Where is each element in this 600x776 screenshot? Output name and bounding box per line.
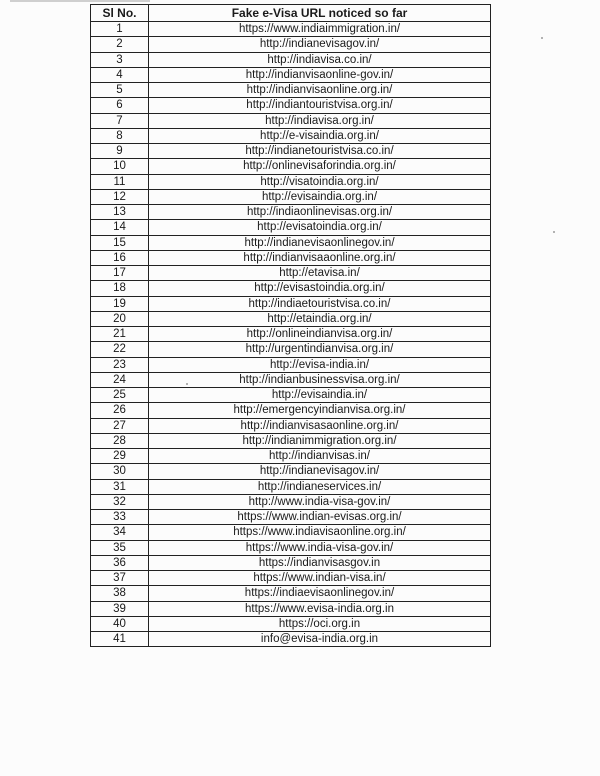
serial-number-cell: 18 bbox=[91, 281, 149, 296]
table-row bbox=[91, 540, 491, 555]
fake-url-cell: http://visatoindia.org.in/ bbox=[149, 174, 491, 189]
table-row bbox=[91, 250, 491, 265]
table-row bbox=[91, 586, 491, 601]
table-row bbox=[91, 189, 491, 204]
table-row bbox=[91, 266, 491, 281]
fake-url-cell: http://onlineindianvisa.org.in/ bbox=[149, 327, 491, 342]
fake-url-cell: http://evisaindia.org.in/ bbox=[149, 189, 491, 204]
serial-number-cell: 27 bbox=[91, 418, 149, 433]
scan-speck bbox=[553, 231, 555, 233]
serial-number-cell: 30 bbox=[91, 464, 149, 479]
fake-url-cell: http://emergencyindianvisa.org.in/ bbox=[149, 403, 491, 418]
table-row bbox=[91, 616, 491, 631]
serial-number-cell: 19 bbox=[91, 296, 149, 311]
serial-number-cell: 21 bbox=[91, 327, 149, 342]
serial-number-cell: 38 bbox=[91, 586, 149, 601]
serial-number-cell: 39 bbox=[91, 601, 149, 616]
fake-url-cell: https://www.indiaimmigration.in/ bbox=[149, 22, 491, 37]
serial-number-cell: 6 bbox=[91, 98, 149, 113]
fake-url-cell: http://indianetouristvisa.co.in/ bbox=[149, 144, 491, 159]
serial-number-cell: 16 bbox=[91, 250, 149, 265]
table-row bbox=[91, 479, 491, 494]
table-row bbox=[91, 281, 491, 296]
table-row bbox=[91, 311, 491, 326]
serial-number-cell: 20 bbox=[91, 311, 149, 326]
fake-url-cell: https://www.indian-visa.in/ bbox=[149, 571, 491, 586]
serial-number-cell: 37 bbox=[91, 571, 149, 586]
scan-speck bbox=[186, 383, 188, 385]
fake-url-cell: http://indianimmigration.org.in/ bbox=[149, 433, 491, 448]
fake-url-cell: http://indianvisaaonline.org.in/ bbox=[149, 250, 491, 265]
table-row bbox=[91, 632, 491, 647]
table-row bbox=[91, 433, 491, 448]
table-row bbox=[91, 220, 491, 235]
serial-number-cell: 3 bbox=[91, 52, 149, 67]
fake-url-cell: http://indianvisaonline.org.in/ bbox=[149, 83, 491, 98]
table-row bbox=[91, 403, 491, 418]
serial-number-cell: 10 bbox=[91, 159, 149, 174]
serial-number-cell: 26 bbox=[91, 403, 149, 418]
fake-url-cell: https://www.indiavisaonline.org.in/ bbox=[149, 525, 491, 540]
table-row bbox=[91, 205, 491, 220]
fake-url-cell: http://etaindia.org.in/ bbox=[149, 311, 491, 326]
url-header: Fake e-Visa URL noticed so far bbox=[149, 5, 491, 22]
fake-url-cell: http://indianvisasaonline.org.in/ bbox=[149, 418, 491, 433]
table-row bbox=[91, 571, 491, 586]
fake-url-cell: http://evisaindia.in/ bbox=[149, 388, 491, 403]
serial-number-cell: 14 bbox=[91, 220, 149, 235]
serial-number-header: Sl No. bbox=[91, 5, 149, 22]
serial-number-cell: 35 bbox=[91, 540, 149, 555]
serial-number-cell: 11 bbox=[91, 174, 149, 189]
fake-url-cell: https://www.indian-evisas.org.in/ bbox=[149, 510, 491, 525]
fake-url-cell: https://oci.org.in bbox=[149, 616, 491, 631]
fake-url-cell: http://indiaetouristvisa.co.in/ bbox=[149, 296, 491, 311]
table-row bbox=[91, 342, 491, 357]
fake-url-cell: https://indiaevisaonlinegov.in/ bbox=[149, 586, 491, 601]
serial-number-cell: 2 bbox=[91, 37, 149, 52]
serial-number-cell: 17 bbox=[91, 266, 149, 281]
table-row bbox=[91, 52, 491, 67]
table-row bbox=[91, 449, 491, 464]
fake-url-cell: http://indiavisa.co.in/ bbox=[149, 52, 491, 67]
table-row bbox=[91, 601, 491, 616]
table-row bbox=[91, 555, 491, 570]
table-row bbox=[91, 327, 491, 342]
fake-url-cell: http://evisa-india.in/ bbox=[149, 357, 491, 372]
table-row bbox=[91, 174, 491, 189]
fake-url-cell: http://www.india-visa-gov.in/ bbox=[149, 494, 491, 509]
serial-number-cell: 1 bbox=[91, 22, 149, 37]
fake-url-cell: https://www.evisa-india.org.in bbox=[149, 601, 491, 616]
serial-number-cell: 41 bbox=[91, 632, 149, 647]
fake-url-cell: http://indianbusinessvisa.org.in/ bbox=[149, 372, 491, 387]
scan-speck bbox=[541, 37, 543, 39]
serial-number-cell: 8 bbox=[91, 128, 149, 143]
table-row bbox=[91, 159, 491, 174]
fake-url-cell: http://indiaonlinevisas.org.in/ bbox=[149, 205, 491, 220]
table-row bbox=[91, 464, 491, 479]
serial-number-cell: 40 bbox=[91, 616, 149, 631]
table-row bbox=[91, 418, 491, 433]
scan-edge-line bbox=[10, 0, 150, 2]
serial-number-cell: 31 bbox=[91, 479, 149, 494]
serial-number-cell: 22 bbox=[91, 342, 149, 357]
fake-url-cell: http://indianvisaonline-gov.in/ bbox=[149, 67, 491, 82]
serial-number-cell: 29 bbox=[91, 449, 149, 464]
serial-number-cell: 4 bbox=[91, 67, 149, 82]
fake-url-cell: https://www.india-visa-gov.in/ bbox=[149, 540, 491, 555]
table-row bbox=[91, 296, 491, 311]
fake-url-cell: http://etavisa.in/ bbox=[149, 266, 491, 281]
table-row bbox=[91, 22, 491, 37]
serial-number-cell: 15 bbox=[91, 235, 149, 250]
table-row bbox=[91, 113, 491, 128]
table-row bbox=[91, 98, 491, 113]
table-row bbox=[91, 83, 491, 98]
fake-evisa-url-table bbox=[90, 4, 491, 647]
serial-number-cell: 5 bbox=[91, 83, 149, 98]
table-row bbox=[91, 128, 491, 143]
serial-number-cell: 34 bbox=[91, 525, 149, 540]
fake-url-cell: info@evisa-india.org.in bbox=[149, 632, 491, 647]
table-row bbox=[91, 235, 491, 250]
fake-url-cell: http://indianeservices.in/ bbox=[149, 479, 491, 494]
fake-url-cell: http://indianevisagov.in/ bbox=[149, 464, 491, 479]
fake-url-cell: http://onlinevisaforindia.org.in/ bbox=[149, 159, 491, 174]
serial-number-cell: 33 bbox=[91, 510, 149, 525]
table-row bbox=[91, 525, 491, 540]
fake-url-cell: http://urgentindianvisa.org.in/ bbox=[149, 342, 491, 357]
serial-number-cell: 25 bbox=[91, 388, 149, 403]
fake-url-cell: http://indiantouristvisa.org.in/ bbox=[149, 98, 491, 113]
table-row bbox=[91, 67, 491, 82]
fake-url-cell: http://indianevisaonlinegov.in/ bbox=[149, 235, 491, 250]
serial-number-cell: 13 bbox=[91, 205, 149, 220]
serial-number-cell: 28 bbox=[91, 433, 149, 448]
serial-number-cell: 12 bbox=[91, 189, 149, 204]
table-body bbox=[91, 22, 491, 647]
serial-number-cell: 32 bbox=[91, 494, 149, 509]
table-row bbox=[91, 37, 491, 52]
serial-number-cell: 7 bbox=[91, 113, 149, 128]
table-row bbox=[91, 388, 491, 403]
fake-url-cell: http://indianvisas.in/ bbox=[149, 449, 491, 464]
fake-url-cell: http://evisatoindia.org.in/ bbox=[149, 220, 491, 235]
table-row bbox=[91, 494, 491, 509]
serial-number-cell: 9 bbox=[91, 144, 149, 159]
fake-url-cell: http://indianevisagov.in/ bbox=[149, 37, 491, 52]
fake-url-cell: http://evisastoindia.org.in/ bbox=[149, 281, 491, 296]
table-row bbox=[91, 144, 491, 159]
serial-number-cell: 23 bbox=[91, 357, 149, 372]
table-row bbox=[91, 510, 491, 525]
table-header-row bbox=[91, 5, 491, 22]
serial-number-cell: 24 bbox=[91, 372, 149, 387]
fake-url-cell: http://e-visaindia.org.in/ bbox=[149, 128, 491, 143]
table-row bbox=[91, 372, 491, 387]
table-row bbox=[91, 357, 491, 372]
fake-url-cell: http://indiavisa.org.in/ bbox=[149, 113, 491, 128]
serial-number-cell: 36 bbox=[91, 555, 149, 570]
fake-url-cell: https://indianvisasgov.in bbox=[149, 555, 491, 570]
